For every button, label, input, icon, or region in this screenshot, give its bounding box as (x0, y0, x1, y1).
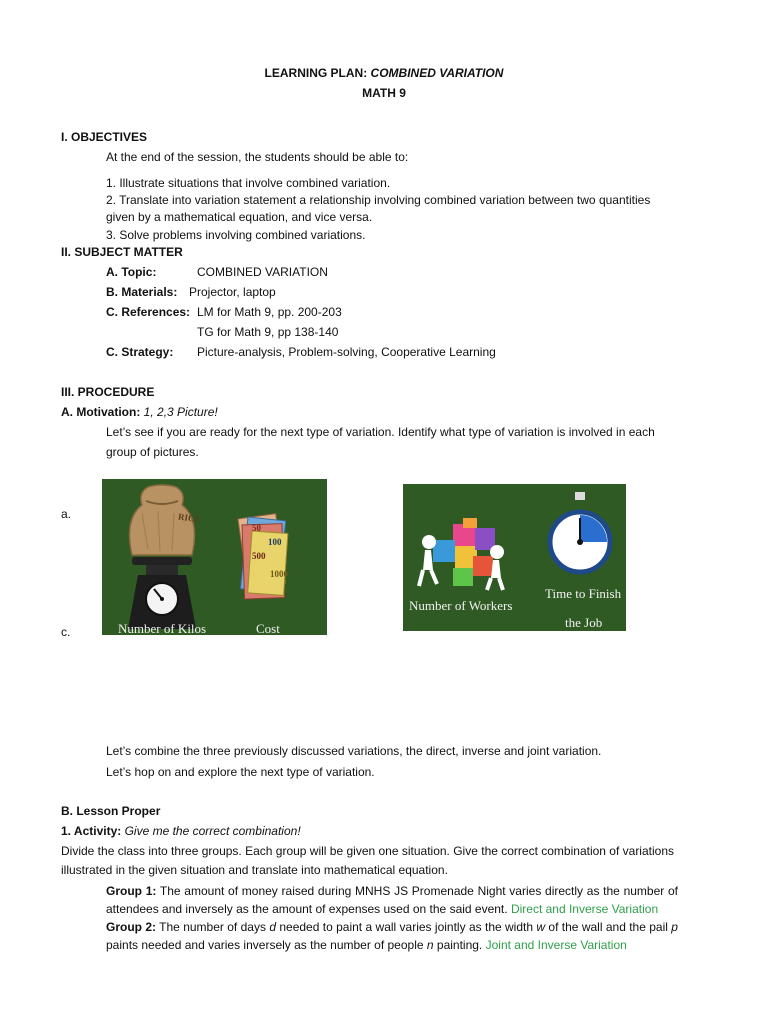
group-1-text: The amount of money raised during MNHS JS Promenade Night varies directly as the number of attendees and inversely as the amount of expenses used on the said event. (106, 884, 678, 916)
objective-item-2: 2. Translate into variation statement a relationship involving combined variation between two quantities (106, 193, 651, 207)
activity-text-2: illustrated in the given situation and translate into mathematical equation. (61, 863, 448, 877)
bill-label-50: 50 (252, 523, 261, 533)
motivation-line (61, 404, 218, 420)
objective-item-2-cont: given by a mathematical equation, and vice versa. (106, 210, 373, 224)
objectives-intro: At the end of the session, the students should be able to: (106, 150, 409, 164)
topic-label: A. Topic: (106, 265, 157, 279)
rice-sack-label: RICE (177, 511, 202, 525)
caption-number-of-workers: Number of Workers (409, 598, 513, 613)
materials-label: B. Materials: (106, 285, 178, 299)
bill-label-1000: 1000 (270, 569, 288, 579)
group-2-text-d: paints needed and varies inversely as the number of people (106, 938, 427, 952)
motivation-label: A. Motivation: (61, 405, 144, 419)
group-2-paragraph (106, 918, 678, 954)
materials-value: Projector, laptop (189, 285, 276, 299)
rice-scale-illustration (102, 479, 327, 635)
references-label: C. References: (106, 305, 191, 319)
references-value-1: LM for Math 9, pp. 200-203 (197, 305, 342, 319)
subject-matter-heading: II. SUBJECT MATTER (61, 245, 183, 259)
activity-text-1: Divide the class into three groups. Each group will be given one situation. Give the correct combination of variations (61, 844, 674, 858)
group-2-text-c: of the wall and the pail (545, 920, 672, 934)
group-2-text-b: needed to paint a wall varies jointly as the width (276, 920, 537, 934)
bill-label-100: 100 (268, 537, 282, 547)
group-2-text-a: The number of days (156, 920, 270, 934)
title-topic: COMBINED VARIATION (370, 66, 504, 80)
activity-label: 1. Activity: (61, 824, 125, 838)
group-2-var-p: p (671, 920, 678, 934)
caption-the-job: the Job (565, 615, 603, 630)
page-title (0, 65, 768, 81)
objective-item-1: 1. Illustrate situations that involve combined variation. (106, 176, 391, 190)
topic-value: COMBINED VARIATION (197, 265, 328, 279)
group-2-text-e: painting. (433, 938, 486, 952)
group-2-var-w: w (536, 920, 546, 934)
lesson-proper-heading: B. Lesson Proper (61, 804, 161, 818)
motivation-text-2: group of pictures. (106, 445, 199, 459)
picture-label-a: a. (61, 507, 72, 521)
group-1-answer: Direct and Inverse Variation (510, 902, 659, 916)
caption-cost: Cost (256, 621, 280, 635)
motivation-title: 1, 2,3 Picture! (143, 405, 218, 419)
rice-cost-picture (102, 479, 327, 635)
procedure-heading: III. PROCEDURE (61, 385, 155, 399)
group-2-var-d: d (269, 920, 276, 934)
group-1-paragraph (106, 882, 678, 918)
objective-item-3: 3. Solve problems involving combined variations. (106, 228, 366, 242)
group-2-var-n: n (426, 938, 434, 952)
bill-label-500: 500 (252, 551, 266, 561)
workers-time-picture (403, 484, 626, 631)
strategy-value: Picture-analysis, Problem-solving, Cooperative Learning (197, 345, 496, 359)
group-1-label: Group 1: (106, 884, 157, 898)
group-2-answer: Joint and Inverse Variation (485, 938, 627, 952)
caption-time-to-finish: Time to Finish (545, 586, 622, 601)
activity-line (61, 823, 301, 839)
combine-text-1: Let’s combine the three previously discussed variations, the direct, inverse and joint variation. (106, 744, 602, 758)
objectives-heading: I. OBJECTIVES (61, 130, 148, 144)
strategy-label: C. Strategy: (106, 345, 174, 359)
page-subtitle: MATH 9 (362, 86, 406, 100)
combine-text-2: Let’s hop on and explore the next type of variation. (106, 765, 375, 779)
title-prefix: LEARNING PLAN: (264, 66, 371, 80)
caption-number-of-kilos: Number of Kilos (118, 621, 207, 635)
motivation-text-1: Let’s see if you are ready for the next type of variation. Identify what type of variation is involved in each (106, 425, 655, 439)
references-value-2: TG for Math 9, pp 138-140 (197, 325, 339, 339)
group-2-label: Group 2: (106, 920, 157, 934)
picture-label-c: c. (61, 625, 71, 639)
activity-title: Give me the correct combination! (124, 824, 301, 838)
